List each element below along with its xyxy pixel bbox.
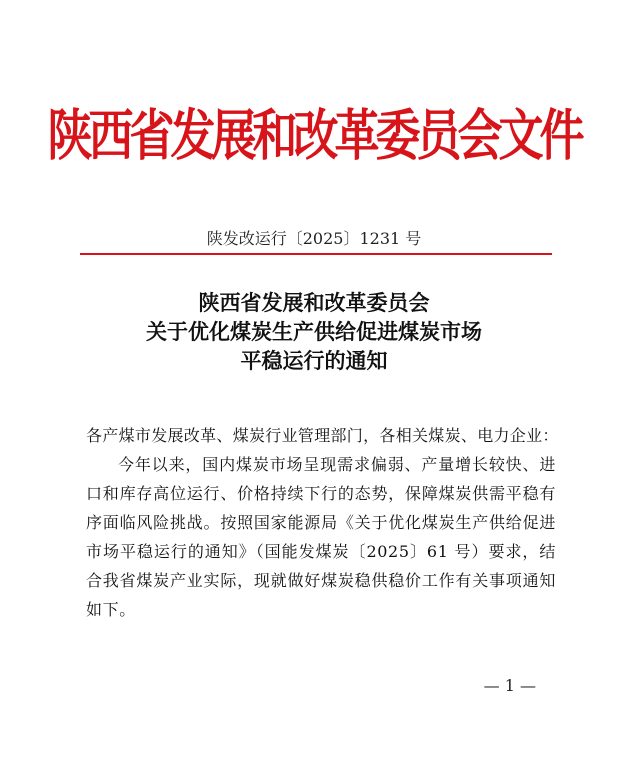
notice-title-line-3: 平稳运行的通知 <box>240 348 388 373</box>
salutation: 各产煤市发展改革、煤炭行业管理部门，各相关煤炭、电力企业： <box>86 426 559 445</box>
notice-body <box>86 421 559 624</box>
page-number: — 1 — <box>483 676 536 695</box>
red-divider-line <box>80 253 552 255</box>
notice-title <box>0 288 628 375</box>
body-paragraph: 今年以来，国内煤炭市场呈现需求偏弱、产量增长较快、进口和库存高位运行、价格持续下行的态势，保障煤炭供需平稳有序面临风险挑战。按照国家能源局《关于优化煤炭生产供给促进市场平稳运行的通知》（国能发煤炭〔2025〕61 号）要求，结合我省煤炭产业实际，现就做好煤炭稳供稳价工作有关事项通知如下。 <box>86 455 556 619</box>
document-number: 陕发改运行〔2025〕1231 号 <box>206 229 422 248</box>
masthead-title: 陕西省发展和改革委员会文件 <box>47 103 581 168</box>
notice-title-line-2: 关于优化煤炭生产供给促进煤炭市场 <box>146 319 482 344</box>
notice-title-line-1: 陕西省发展和改革委员会 <box>198 290 430 315</box>
